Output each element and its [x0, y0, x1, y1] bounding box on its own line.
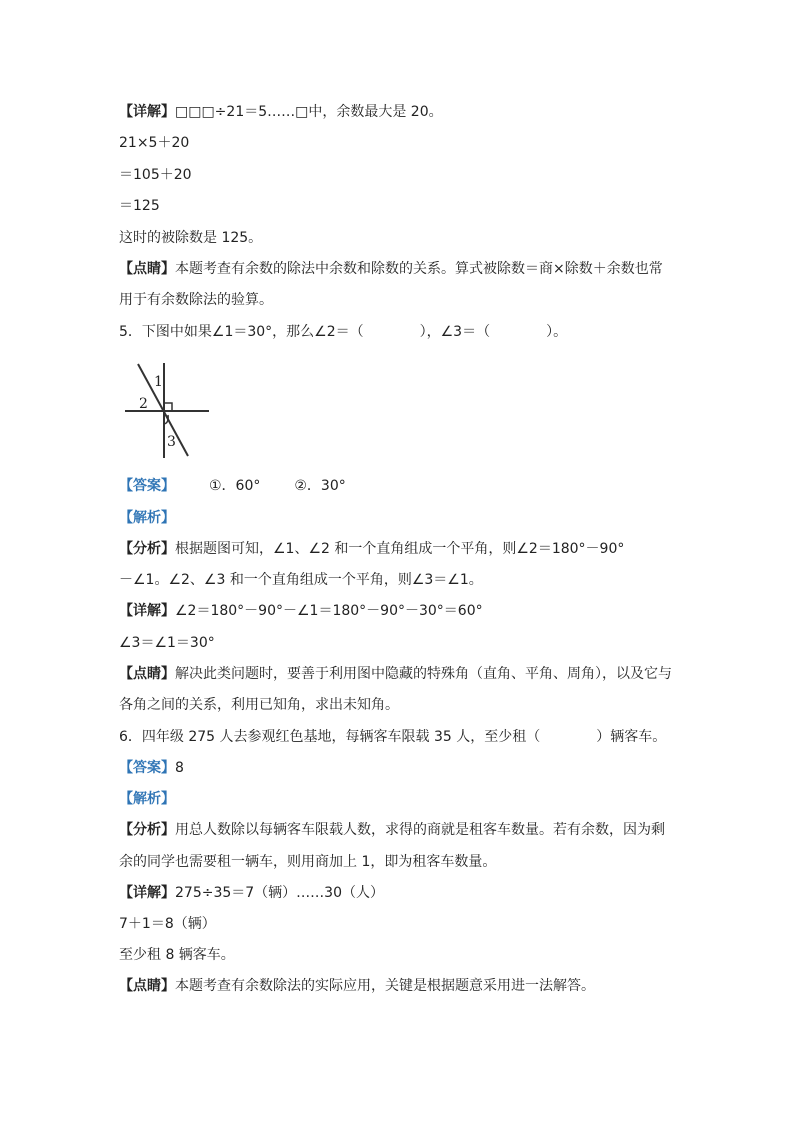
calc-line: 21×5＋20 [119, 135, 190, 151]
note-line: 用于有余数除法的验算。 [119, 292, 273, 308]
angle-label-1: 1 [154, 374, 163, 390]
conclusion-line: 这时的被除数是 125。 [119, 230, 263, 246]
analysis-heading: 【解析】 [119, 510, 175, 526]
note-line [119, 664, 672, 684]
detail-line [119, 883, 384, 903]
answer-tag: 【答案】 [119, 478, 175, 494]
note-line [119, 259, 663, 279]
note-text: 解决此类问题时，要善于利用图中隐藏的特殊角（直角、平角、周角），以及它与 [175, 666, 672, 682]
answer-tag: 【答案】 [119, 760, 175, 776]
detail-line: 至少租 8 辆客车。 [119, 947, 235, 963]
analysis-line [119, 820, 665, 840]
right-angle-mark [164, 403, 172, 411]
note-line: 各角之间的关系，利用已知角，求出未知角。 [119, 697, 399, 713]
detail-text: □□□÷21＝5……□中，余数最大是 20。 [175, 104, 443, 120]
answer-line [119, 758, 184, 778]
calc-line: ＝105＋20 [119, 167, 192, 183]
question-5: 5．下图中如果∠1＝30°，那么∠2＝（ ），∠3＝（ ）。 [119, 324, 568, 340]
detail-tag: 【详解】 [119, 104, 175, 120]
detail-text: 275÷35＝7（辆）……30（人） [175, 885, 384, 901]
answer-value: 8 [175, 760, 184, 776]
analysis-line [119, 539, 624, 559]
detail-line [119, 601, 483, 621]
note-text: 本题考查有余数的除法中余数和除数的关系。算式被除数＝商×除数＋余数也常 [175, 261, 663, 277]
note-tag: 【点睛】 [119, 261, 175, 277]
angle-label-3: 3 [167, 434, 176, 450]
note-text: 本题考查有余数除法的实际应用，关键是根据题意采用进一法解答。 [175, 978, 595, 994]
analysis-heading: 【解析】 [119, 791, 175, 807]
detail-tag: 【详解】 [119, 603, 175, 619]
angle-figure [119, 362, 214, 458]
detail-line [119, 102, 443, 122]
analysis-tag: 【分析】 [119, 822, 175, 838]
analysis-line: 余的同学也需要租一辆车，则用商加上 1，即为租客车数量。 [119, 854, 497, 870]
angle-label-2: 2 [139, 396, 148, 412]
detail-tag: 【详解】 [119, 885, 175, 901]
note-tag: 【点睛】 [119, 978, 175, 994]
analysis-text: 根据题图可知，∠1、∠2 和一个直角组成一个平角，则∠2＝180°－90° [175, 541, 625, 557]
calc-line: ＝125 [119, 198, 160, 214]
detail-line: ∠3＝∠1＝30° [119, 635, 215, 651]
answer-line [119, 476, 346, 496]
detail-text: ∠2＝180°－90°－∠1＝180°－90°－30°＝60° [175, 603, 483, 619]
analysis-text: 用总人数除以每辆客车限载人数，求得的商就是租客车数量。若有余数，因为剩 [175, 822, 665, 838]
answer-2: ②．30° [294, 478, 346, 494]
analysis-tag: 【分析】 [119, 541, 175, 557]
analysis-line: －∠1。∠2、∠3 和一个直角组成一个平角，则∠3＝∠1。 [119, 572, 483, 588]
answer-1: ①．60° [209, 478, 261, 494]
note-tag: 【点睛】 [119, 666, 175, 682]
question-6: 6．四年级 275 人去参观红色基地，每辆客车限载 35 人，至少租（ ）辆客车。 [119, 729, 667, 745]
note-line [119, 976, 595, 996]
detail-line: 7＋1＝8（辆） [119, 916, 216, 932]
